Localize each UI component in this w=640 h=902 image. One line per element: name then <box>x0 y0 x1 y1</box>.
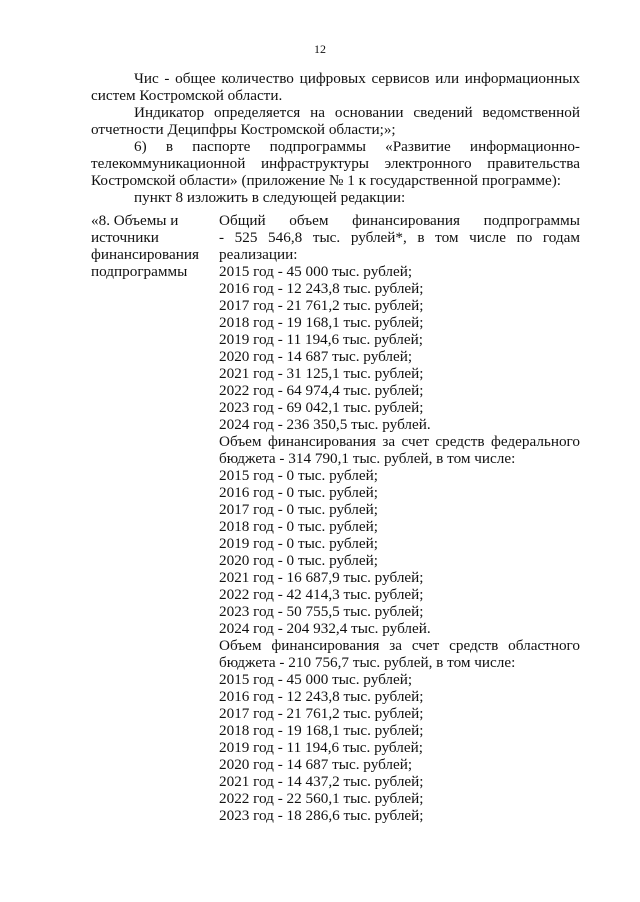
total-line3: реализации: <box>219 246 298 263</box>
year-line: 2016 год - 0 тыс. рублей; <box>219 484 378 501</box>
year-line: 2021 год - 16 687,9 тыс. рублей; <box>219 569 424 586</box>
year-line: 2017 год - 0 тыс. рублей; <box>219 501 378 518</box>
year-line: 2015 год - 45 000 тыс. рублей; <box>219 671 413 688</box>
year-line: 2022 год - 64 974,4 тыс. рублей; <box>219 382 424 399</box>
intro-p3-line2: телекоммуникационной инфраструктуры электронного правительства <box>91 155 580 172</box>
year-line: 2020 год - 0 тыс. рублей; <box>219 552 378 569</box>
section-content <box>219 212 580 824</box>
year-line: 2021 год - 14 437,2 тыс. рублей; <box>219 773 424 790</box>
year-line: 2023 год - 18 286,6 тыс. рублей; <box>219 807 424 824</box>
regional-line2: бюджета - 210 756,7 тыс. рублей, в том числе: <box>219 654 516 671</box>
regional-line1: Объем финансирования за счет средств областного <box>219 637 580 654</box>
section-label <box>91 212 216 280</box>
total-years-list <box>219 263 580 433</box>
year-line: 2017 год - 21 761,2 тыс. рублей; <box>219 297 424 314</box>
federal-line1: Объем финансирования за счет средств федерального <box>219 433 580 450</box>
year-line: 2024 год - 204 932,4 тыс. рублей. <box>219 620 431 637</box>
year-line: 2015 год - 45 000 тыс. рублей; <box>219 263 413 280</box>
intro-text <box>91 70 580 206</box>
year-line: 2018 год - 19 168,1 тыс. рублей; <box>219 314 424 331</box>
year-line: 2019 год - 0 тыс. рублей; <box>219 535 378 552</box>
total-line1: Общий объем финансирования подпрограммы <box>219 212 580 229</box>
year-line: 2018 год - 0 тыс. рублей; <box>219 518 378 535</box>
intro-p1-line1: Чис - общее количество цифровых сервисов или информационных <box>134 70 580 87</box>
intro-p3-line3: Костромской области» (приложение № 1 к государственной программе): <box>91 172 561 189</box>
year-line: 2022 год - 22 560,1 тыс. рублей; <box>219 790 424 807</box>
year-line: 2024 год - 236 350,5 тыс. рублей. <box>219 416 431 433</box>
year-line: 2015 год - 0 тыс. рублей; <box>219 467 378 484</box>
year-line: 2016 год - 12 243,8 тыс. рублей; <box>219 688 424 705</box>
year-line: 2020 год - 14 687 тыс. рублей; <box>219 348 413 365</box>
year-line: 2022 год - 42 414,3 тыс. рублей; <box>219 586 424 603</box>
section-label-line: финансирования <box>91 246 199 263</box>
year-line: 2016 год - 12 243,8 тыс. рублей; <box>219 280 424 297</box>
year-line: 2021 год - 31 125,1 тыс. рублей; <box>219 365 424 382</box>
year-line: 2019 год - 11 194,6 тыс. рублей; <box>219 739 423 756</box>
year-line: 2023 год - 50 755,5 тыс. рублей; <box>219 603 424 620</box>
intro-p2-line2: отчетности Деципфры Костромской области;»; <box>91 121 396 138</box>
page-number: 12 <box>314 42 326 56</box>
regional-years-list <box>219 671 580 824</box>
federal-years-list <box>219 467 580 637</box>
year-line: 2020 год - 14 687 тыс. рублей; <box>219 756 413 773</box>
intro-p2-line1: Индикатор определяется на основании сведений ведомственной <box>134 104 580 121</box>
intro-p1-line2: систем Костромской области. <box>91 87 283 104</box>
section-label-line: источники <box>91 229 159 246</box>
intro-p4: пункт 8 изложить в следующей редакции: <box>134 189 406 206</box>
federal-line2: бюджета - 314 790,1 тыс. рублей, в том числе: <box>219 450 516 467</box>
intro-p3-line1: 6) в паспорте подпрограммы «Развитие информационно- <box>134 138 580 155</box>
year-line: 2017 год - 21 761,2 тыс. рублей; <box>219 705 424 722</box>
total-line2: - 525 546,8 тыс. рублей*, в том числе по годам <box>219 229 580 246</box>
year-line: 2023 год - 69 042,1 тыс. рублей; <box>219 399 424 416</box>
year-line: 2018 год - 19 168,1 тыс. рублей; <box>219 722 424 739</box>
section-label-line: «8. Объемы и <box>91 212 179 229</box>
year-line: 2019 год - 11 194,6 тыс. рублей; <box>219 331 423 348</box>
section-label-line: подпрограммы <box>91 263 188 280</box>
